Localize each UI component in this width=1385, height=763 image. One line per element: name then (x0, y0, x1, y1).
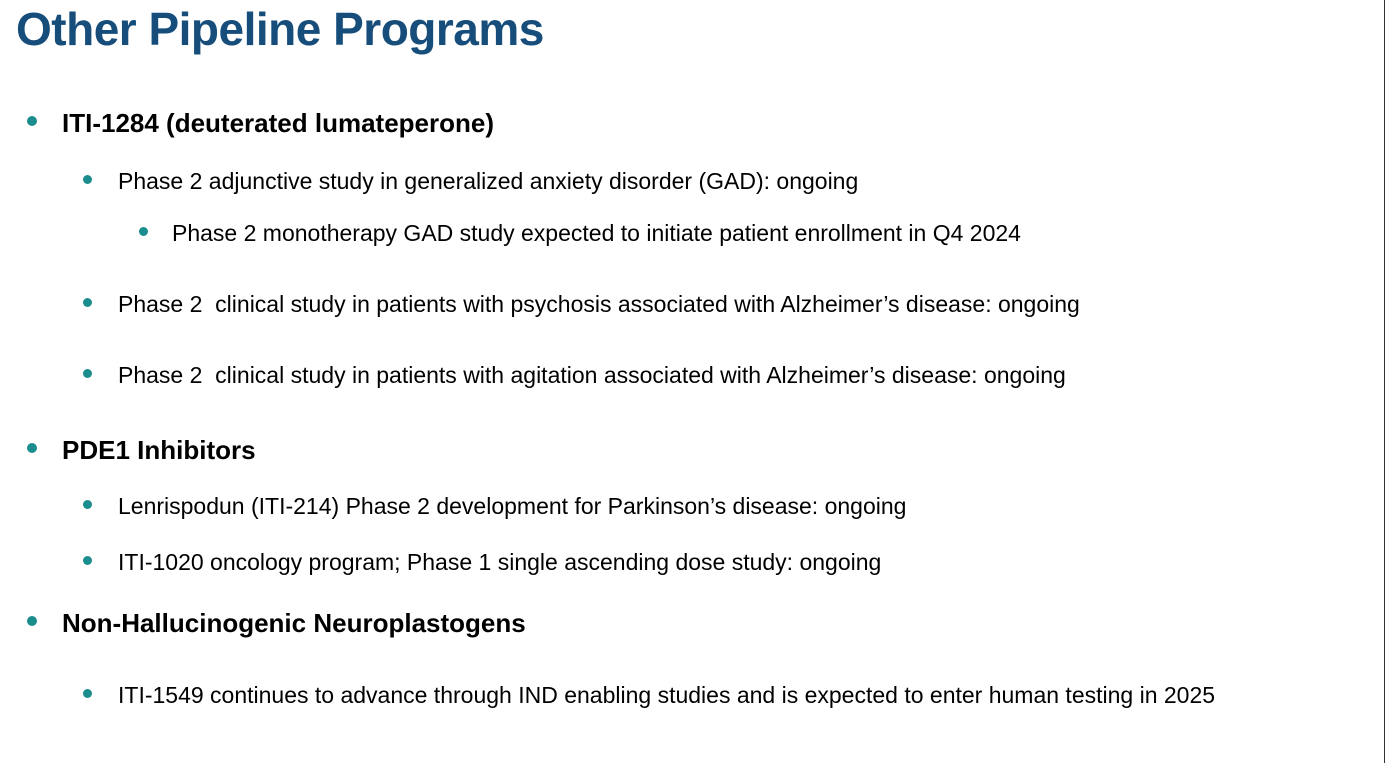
section-heading-pde1-inhibitors (0, 433, 1380, 467)
slide-title: Other Pipeline Programs (16, 3, 544, 55)
section-heading-iti-1284 (0, 106, 1380, 140)
bullet-dot (83, 689, 92, 698)
bullet-dot (139, 227, 148, 236)
bullet-item-iti-1549-ind (0, 680, 1380, 711)
bullet-text: Phase 2 clinical study in patients with agitation associated with Alzheimer’s disease: ongoing (118, 362, 1066, 388)
bullet-dot (27, 116, 37, 126)
bullet-item-gad-adjunctive-study (0, 166, 1380, 197)
bullet-dot (83, 369, 92, 378)
section-heading-text: ITI-1284 (deuterated lumateperone) (62, 108, 494, 138)
bullet-text: Phase 2 adjunctive study in generalized anxiety disorder (GAD): ongoing (118, 168, 859, 194)
bullet-item-alzheimers-psychosis-study (0, 289, 1380, 320)
bullet-text: ITI-1020 oncology program; Phase 1 single ascending dose study: ongoing (118, 549, 882, 575)
bullet-dot (83, 556, 92, 565)
bullet-text: Phase 2 monotherapy GAD study expected to initiate patient enrollment in Q4 2024 (172, 220, 1021, 246)
bullet-text: Phase 2 clinical study in patients with psychosis associated with Alzheimer’s disease: ongoing (118, 291, 1080, 317)
bullet-item-alzheimers-agitation-study (0, 360, 1380, 391)
bullet-dot (83, 175, 92, 184)
bullet-item-gad-monotherapy-study (0, 218, 1380, 249)
bullet-item-iti-1020-oncology (0, 547, 1380, 578)
bullet-text: ITI-1549 continues to advance through IND enabling studies and is expected to enter human testing in 2025 (118, 682, 1216, 708)
bullet-dot (27, 616, 37, 626)
bullet-text: Lenrispodun (ITI-214) Phase 2 development for Parkinson’s disease: ongoing (118, 493, 907, 519)
section-heading-text: PDE1 Inhibitors (62, 435, 256, 465)
bullet-item-lenrispodun-parkinsons (0, 491, 1380, 522)
bullet-dot (83, 500, 92, 509)
bullet-dot (83, 298, 92, 307)
section-heading-neuroplastogens (0, 606, 1380, 640)
section-heading-text: Non-Hallucinogenic Neuroplastogens (62, 608, 526, 638)
bullet-dot (27, 443, 37, 453)
